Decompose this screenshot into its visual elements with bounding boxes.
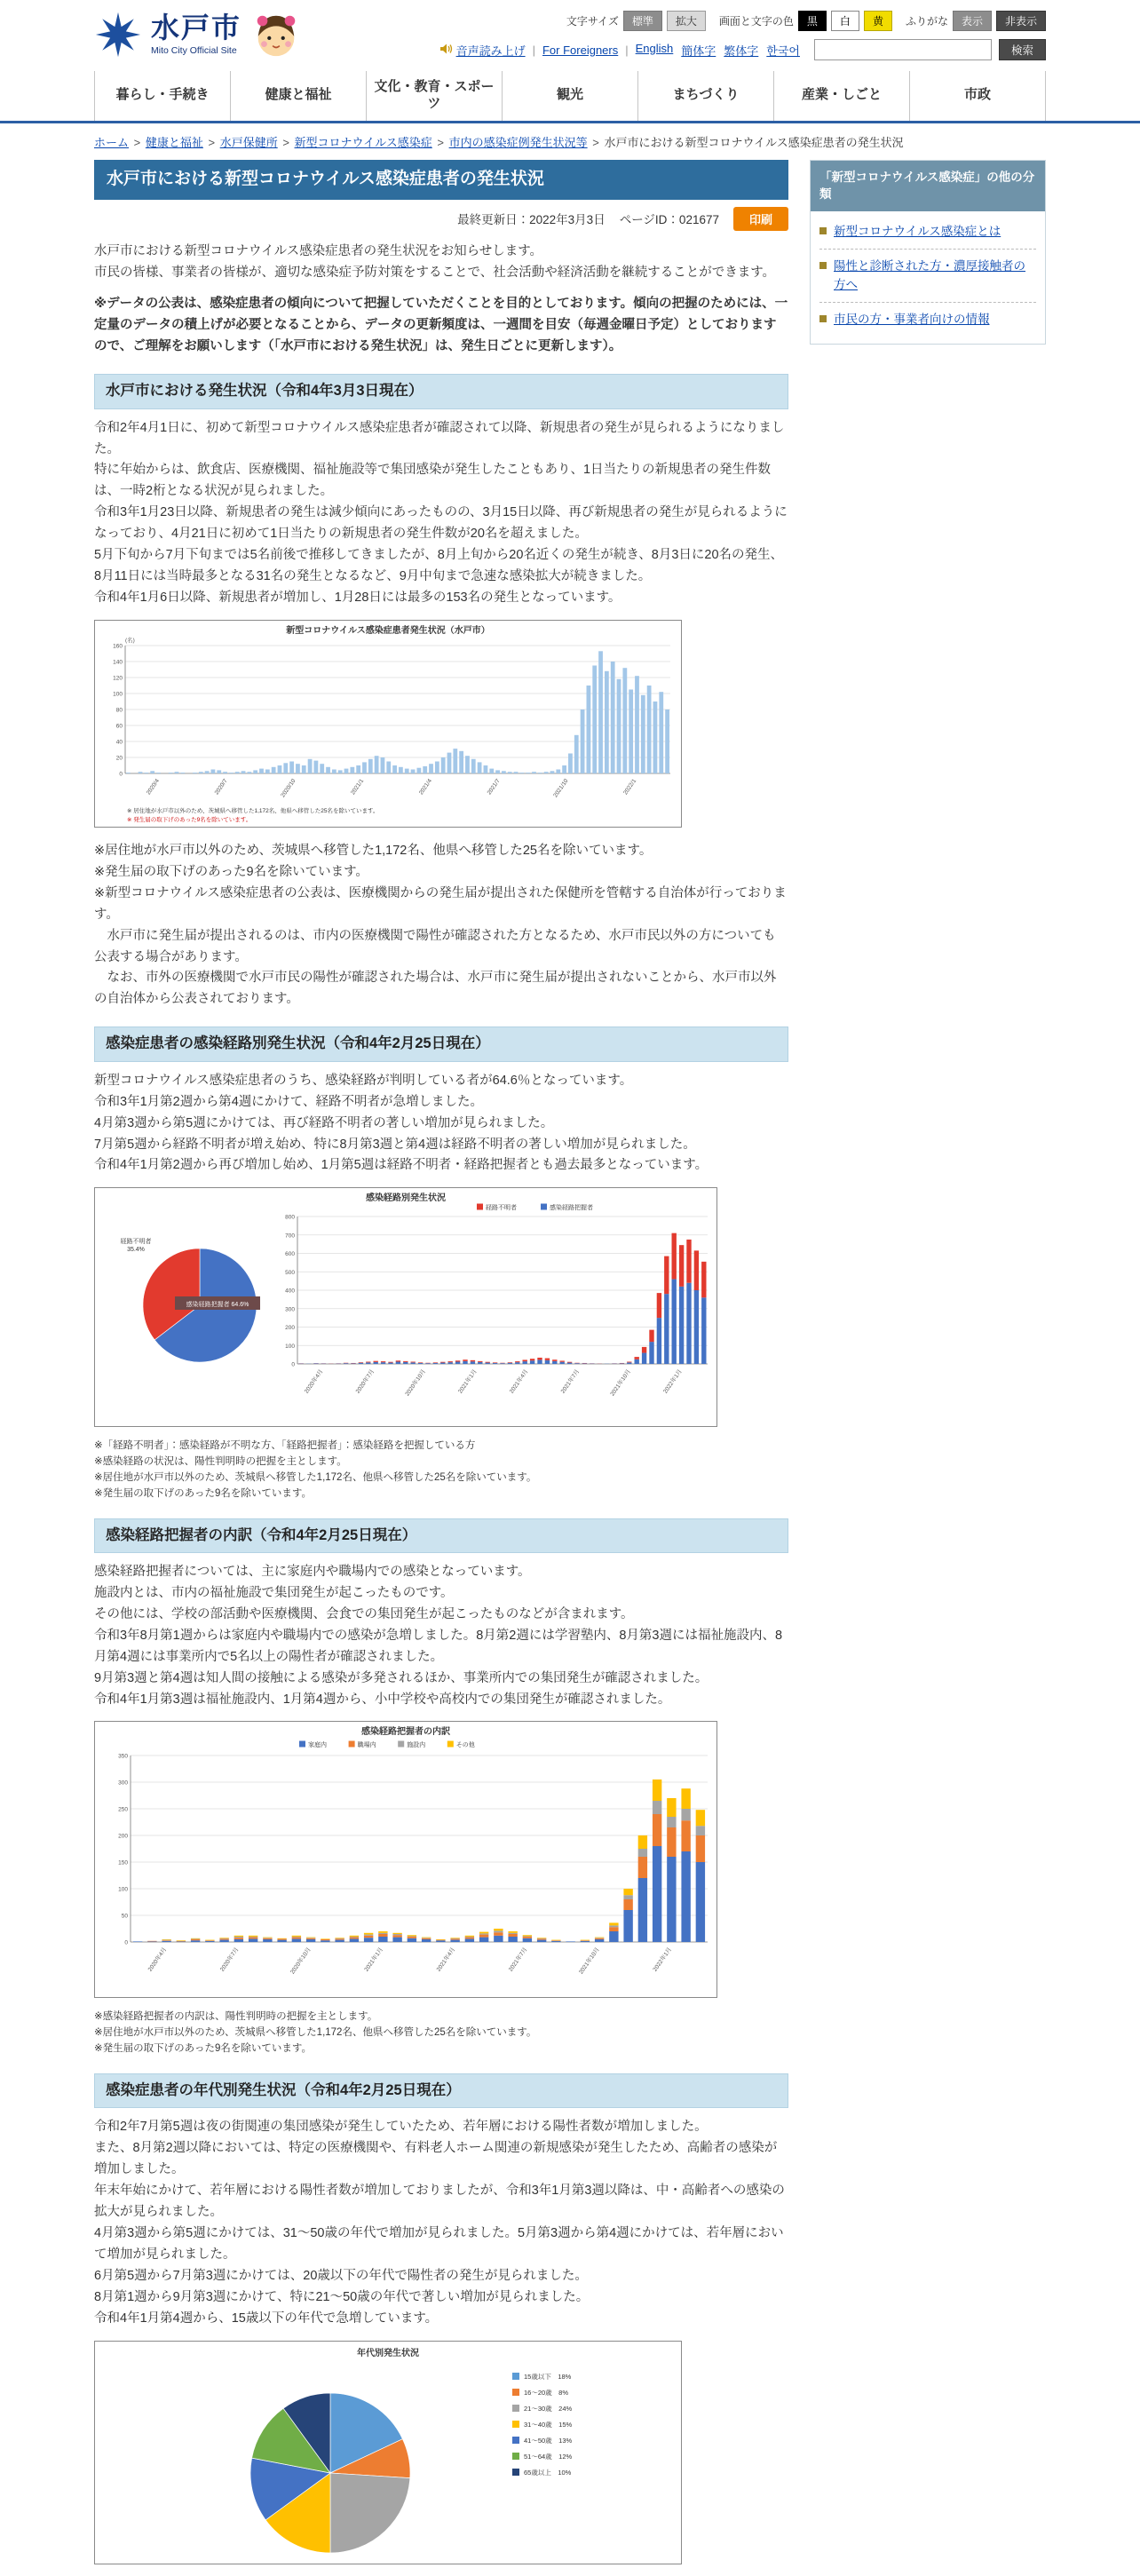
- svg-text:40: 40: [116, 739, 123, 745]
- note-line: ※感染経路の状況は、陽性判明時の把握を主とします。: [94, 1454, 788, 1470]
- svg-text:※ 発生届の取下げのあった9名を除いています。: ※ 発生届の取下げのあった9名を除いています。: [127, 815, 251, 823]
- svg-text:※ 居住地が水戸市以外のため、茨城県へ移管した1,172名、: ※ 居住地が水戸市以外のため、茨城県へ移管した1,172名、他県へ移管した25名を除いています。: [127, 806, 378, 814]
- svg-text:2022年1月: 2022年1月: [651, 1946, 673, 1973]
- svg-text:200: 200: [118, 1834, 128, 1840]
- paragraph: 5月下旬から7月下旬までは5名前後で推移してきましたが、8月上旬から20名近くの発生が続き、8月3日に20名の発生、8月11日には当時最多となる31名の発生となるなど、9月中旬まで急速な感染拡大が続きました。: [94, 545, 788, 588]
- svg-text:感染経路把握者 64.6%: 感染経路把握者 64.6%: [186, 1300, 249, 1308]
- breadcrumb-link[interactable]: ホーム: [94, 136, 129, 149]
- svg-text:500: 500: [285, 1270, 295, 1276]
- route-known-detail-chart: [94, 1721, 717, 1998]
- nav-item[interactable]: 産業・しごと: [773, 71, 909, 121]
- paragraph: 新型コロナウイルス感染症患者のうち、感染経路が判明している者が64.6％となっています。: [94, 1071, 788, 1092]
- svg-text:60: 60: [116, 723, 123, 729]
- sidebar: [810, 160, 1046, 345]
- svg-text:2021年1月: 2021年1月: [456, 1367, 479, 1395]
- svg-text:2020/7: 2020/7: [214, 778, 229, 797]
- svg-text:200: 200: [285, 1325, 295, 1331]
- svg-text:2021/10: 2021/10: [552, 778, 569, 799]
- font-size-label: 文字サイズ: [566, 13, 619, 28]
- svg-text:家庭内: 家庭内: [308, 1740, 327, 1748]
- note-line: ※居住地が水戸市以外のため、茨城県へ移管した1,172名、他県へ移管した25名を除いています。: [94, 2025, 788, 2041]
- section-heading-route: 感染症患者の感染経路別発生状況（令和4年2月25日現在）: [94, 1026, 788, 1061]
- paragraph: 市民の皆様、事業者の皆様が、適切な感染症予防対策をすることで、社会活動や経済活動を継続することができます。: [94, 263, 788, 284]
- nav-item[interactable]: 文化・教育・スポーツ: [366, 71, 502, 121]
- search-button[interactable]: 検索: [999, 39, 1046, 60]
- print-button[interactable]: 印刷: [733, 207, 788, 231]
- svg-text:300: 300: [285, 1307, 295, 1313]
- sidebar-link[interactable]: 市民の方・事業者向けの情報: [819, 303, 1036, 337]
- section-daily-paragraphs: [94, 418, 788, 609]
- nav-item[interactable]: 健康と福祉: [230, 71, 366, 121]
- language-link[interactable]: 한국어: [766, 42, 800, 59]
- section-route-detail: [94, 1518, 788, 2057]
- color-scheme-label: 画面と文字の色: [719, 13, 794, 28]
- note-line: ※発生届の取下げのあった9名を除いています。: [94, 1486, 788, 1502]
- svg-text:2021/1: 2021/1: [350, 778, 365, 797]
- paragraph: 6月第5週から7月第3週にかけては、20歳以下の年代で陽性者の発生が見られました。: [94, 2266, 788, 2287]
- global-nav-list: [94, 71, 1046, 121]
- section-route-detail-small-notes: [94, 2009, 788, 2057]
- main-content: [94, 160, 788, 2576]
- section-route-detail-paragraphs: [94, 1562, 788, 1710]
- svg-text:職場内: 職場内: [358, 1740, 376, 1748]
- svg-text:65歳以上 10%: 65歳以上 10%: [524, 2468, 572, 2477]
- svg-text:2020/10: 2020/10: [280, 778, 297, 799]
- section-daily-status: [94, 374, 788, 1011]
- paragraph: 4月第3週から第5週にかけては、再び経路不明者の著しい増加が見られました。: [94, 1114, 788, 1135]
- svg-text:2020年10月: 2020年10月: [288, 1946, 312, 1976]
- search-input[interactable]: [814, 39, 992, 60]
- sidebar-title: 「新型コロナウイルス感染症」の他の分類: [811, 161, 1045, 211]
- svg-text:年代別発生状況: 年代別発生状況: [357, 2347, 419, 2358]
- intro-paragraphs: [94, 242, 788, 284]
- language-link[interactable]: English: [636, 42, 674, 59]
- nav-item[interactable]: 暮らし・手続き: [94, 71, 230, 121]
- svg-text:250: 250: [118, 1807, 128, 1813]
- svg-text:2021年10月: 2021年10月: [608, 1367, 632, 1398]
- svg-text:31～40歳 15%: 31～40歳 15%: [524, 2420, 573, 2429]
- paragraph: 感染経路把握者については、主に家庭内や職場内での感染となっています。: [94, 1562, 788, 1583]
- section-heading-daily: 水戸市における発生状況（令和4年3月3日現在）: [94, 374, 788, 408]
- svg-text:600: 600: [285, 1251, 295, 1257]
- paragraph: 8月第1週から9月第3週にかけて、特に21～50歳の年代で著しい増加が見られました。: [94, 2287, 788, 2309]
- svg-text:2021/7: 2021/7: [487, 778, 502, 797]
- daily-cases-chart-svg: [95, 621, 681, 827]
- furigana-hide-button[interactable]: 非表示: [996, 11, 1046, 31]
- age-breakdown-chart-svg: [95, 2342, 681, 2564]
- breadcrumb-link[interactable]: 健康と福祉: [146, 136, 203, 149]
- svg-text:(名): (名): [125, 636, 135, 644]
- header-separator: |: [533, 44, 535, 57]
- svg-text:350: 350: [118, 1754, 128, 1760]
- svg-text:新型コロナウイルス感染症患者発生状況（水戸市）: 新型コロナウイルス感染症患者発生状況（水戸市）: [286, 624, 489, 636]
- svg-text:感染経路把握者の内訳: 感染経路把握者の内訳: [361, 1725, 450, 1737]
- paragraph: 9月第3週と第4週は知人間の接触による感染が多発されるほか、事業所内での集団発生が確認されました。: [94, 1668, 788, 1690]
- color-yellow-button[interactable]: 黄: [864, 11, 892, 31]
- breadcrumb-separator: >: [129, 136, 146, 149]
- paragraph: また、8月第2週以降においては、特定の医療機関や、有料老人ホーム関連の新規感染が発生したため、高齢者の感染が増加しました。: [94, 2138, 788, 2181]
- paragraph: 年末年始にかけて、若年層における陽性者数が増加しておりましたが、令和3年1月第3週以降は、中・高齢者への感染の拡大が見られました。: [94, 2181, 788, 2223]
- breadcrumb-link[interactable]: 水戸保健所: [220, 136, 278, 149]
- header-controls: [440, 9, 1046, 60]
- svg-text:感染経路別発生状況: 感染経路別発生状況: [366, 1192, 446, 1203]
- nav-item[interactable]: まちづくり: [637, 71, 773, 121]
- svg-text:140: 140: [113, 659, 123, 665]
- svg-text:2021年7月: 2021年7月: [506, 1946, 528, 1973]
- svg-text:経路不明者: 経路不明者: [121, 1237, 152, 1245]
- note-line: ※発生届の取下げのあった9名を除いています。: [94, 862, 788, 884]
- svg-text:50: 50: [122, 1914, 129, 1920]
- page-title: 水戸市における新型コロナウイルス感染症患者の発生状況: [94, 160, 788, 200]
- svg-text:100: 100: [118, 1887, 128, 1893]
- note-line: ※新型コロナウイルス感染症患者の公表は、医療機関からの発生届が提出された保健所を管轄する自治体が行っております。: [94, 884, 788, 926]
- svg-text:2020年4月: 2020年4月: [302, 1367, 324, 1395]
- paragraph: 施設内とは、市内の福祉施設で集団発生が起こったものです。: [94, 1583, 788, 1605]
- svg-text:2021年7月: 2021年7月: [558, 1367, 581, 1395]
- nav-item[interactable]: 観光: [502, 71, 637, 121]
- svg-text:800: 800: [285, 1215, 295, 1221]
- note-line: ※「経路不明者」：感染経路が不明な方、「経路把握者」：感染経路を把握している方: [94, 1439, 788, 1454]
- svg-text:2022/1: 2022/1: [622, 778, 637, 797]
- svg-text:21～30歳 24%: 21～30歳 24%: [524, 2404, 573, 2413]
- breadcrumb-current: 水戸市における新型コロナウイルス感染症患者の発生状況: [604, 136, 903, 149]
- route-known-detail-chart-svg: [95, 1722, 716, 1997]
- furigana-label: ふりがな: [906, 13, 948, 28]
- breadcrumb-separator: >: [432, 136, 449, 149]
- logo-city-name: 水戸市: [151, 13, 241, 44]
- svg-text:2020年4月: 2020年4月: [146, 1946, 168, 1973]
- svg-text:2022年1月: 2022年1月: [661, 1367, 684, 1395]
- section-heading-route-detail: 感染経路把握者の内訳（令和4年2月25日現在）: [94, 1518, 788, 1553]
- svg-text:2021年4月: 2021年4月: [507, 1367, 529, 1395]
- sidebar-link[interactable]: 陽性と診断された方・濃厚接触者の方へ: [819, 250, 1036, 303]
- section-route-status: [94, 1026, 788, 1502]
- paragraph: 令和3年8月第1週からは家庭内や職場内での感染が急増しました。8月第2週には学習塾内、8月第3週には福祉施設内、8月第4週には事業所内で5名以上の陽性者が確認されました。: [94, 1626, 788, 1668]
- daily-cases-chart: [94, 620, 682, 828]
- paragraph: 令和3年1月23日以降、新規患者の発生は減少傾向にあったものの、3月15日以降、再び新規患者の発生が見られるようになっており、4月21日に初めて1日当たりの新規患者の発生件数が20名を超えました。: [94, 503, 788, 545]
- data-policy-note: ※データの公表は、感染症患者の傾向について把握していただくことを目的としております。傾向の把握のためには、一定量のデータの積上げが必要となることから、データの更新頻度は、一週間を目安（毎週金曜日予定）としておりますので、ご理解をお願いします（「水戸市における発生状況」は、発生日ごとに更新します）。: [94, 294, 788, 358]
- note-line: ※発生届の取下げのあった9名を除いています。: [94, 2041, 788, 2057]
- svg-text:経路不明者: 経路不明者: [486, 1203, 517, 1211]
- language-link[interactable]: 簡体字: [681, 42, 716, 59]
- breadcrumb-separator: >: [588, 136, 605, 149]
- note-line: なお、市外の医療機関で水戸市民の陽性が確認された場合は、水戸市に発生届が提出されないことから、水戸市以外の自治体から公表されております。: [94, 968, 788, 1011]
- svg-text:300: 300: [118, 1780, 128, 1787]
- svg-text:120: 120: [113, 675, 123, 681]
- svg-text:16～20歳 8%: 16～20歳 8%: [524, 2388, 568, 2397]
- font-size-standard-button[interactable]: 標準: [623, 11, 662, 31]
- svg-text:2020年10月: 2020年10月: [403, 1367, 427, 1398]
- svg-text:400: 400: [285, 1288, 295, 1295]
- for-foreigners-link[interactable]: For Foreigners: [542, 44, 618, 57]
- header-separator: |: [625, 44, 628, 57]
- page-meta: [94, 207, 788, 231]
- language-link[interactable]: 繁体字: [724, 42, 758, 59]
- paragraph: 4月第3週から第5週にかけては、31～50歳の年代で増加が見られました。5月第3週から第4週にかけては、若年層において増加が見られました。: [94, 2223, 788, 2266]
- note-line: 水戸市に発生届が提出されるのは、市内の医療機関で陽性が確認された方となるため、水戸市民以外の方についても公表する場合があります。: [94, 926, 788, 969]
- section-age-paragraphs: [94, 2117, 788, 2329]
- site-header: [0, 0, 1140, 66]
- svg-text:35.4%: 35.4%: [127, 1247, 145, 1253]
- section-route-paragraphs: [94, 1071, 788, 1177]
- section-daily-notes: [94, 841, 788, 1011]
- page-id: ページID：021677: [620, 210, 719, 227]
- sidebar-links: [811, 211, 1045, 344]
- svg-text:41～50歳 13%: 41～50歳 13%: [524, 2436, 573, 2445]
- age-breakdown-chart: [94, 2341, 682, 2564]
- svg-text:2020/4: 2020/4: [146, 778, 161, 797]
- speaker-icon: [440, 44, 453, 57]
- svg-text:150: 150: [118, 1860, 128, 1867]
- svg-text:2020年7月: 2020年7月: [353, 1367, 376, 1395]
- paragraph: 特に年始からは、飲食店、医療機関、福祉施設等で集団感染が発生したこともあり、1日当たりの新規患者の発生件数は、一時2桁となる状況が見られました。: [94, 460, 788, 503]
- svg-text:施設内: 施設内: [407, 1740, 425, 1748]
- breadcrumb-separator: >: [278, 136, 295, 149]
- svg-text:感染経路把握者: 感染経路把握者: [550, 1203, 593, 1211]
- language-links: [636, 42, 800, 59]
- svg-text:その他: その他: [456, 1740, 475, 1748]
- audio-readout-label: 音声読み上げ: [456, 42, 526, 59]
- svg-text:2021/4: 2021/4: [418, 778, 433, 797]
- svg-text:80: 80: [116, 707, 123, 713]
- color-black-button[interactable]: 黒: [798, 11, 827, 31]
- svg-text:2021年10月: 2021年10月: [576, 1946, 600, 1976]
- paragraph: 令和4年1月第2週から再び増加し始め、1月第5週は経路不明者・経路把握者とも過去最多となっています。: [94, 1155, 788, 1177]
- paragraph: 令和4年1月第4週から、15歳以下の年代で急増しています。: [94, 2309, 788, 2330]
- logo-subtitle: Mito City Official Site: [151, 46, 241, 56]
- svg-text:700: 700: [285, 1233, 295, 1240]
- breadcrumb-link[interactable]: 市内の感染症例発生状況等: [449, 136, 588, 149]
- svg-text:51～64歳 12%: 51～64歳 12%: [524, 2452, 573, 2461]
- audio-readout-link[interactable]: [440, 42, 526, 59]
- svg-text:20: 20: [116, 755, 123, 761]
- paragraph: 令和3年1月第2週から第4週にかけて、経路不明者が急増しました。: [94, 1092, 788, 1114]
- paragraph: 令和2年4月1日に、初めて新型コロナウイルス感染症患者が確認されて以降、新規患者の発生が見られるようになりました。: [94, 418, 788, 461]
- paragraph: 令和4年1月第3週は福祉施設内、1月第4週から、小中学校や高校内での集団発生が確認されました。: [94, 1690, 788, 1711]
- svg-text:100: 100: [285, 1343, 295, 1350]
- breadcrumb: [94, 132, 1046, 153]
- paragraph: 令和2年7月第5週は夜の街関連の集団感染が発生していたため、若年層における陽性者数が増加しました。: [94, 2117, 788, 2138]
- sidebar-link[interactable]: 新型コロナウイルス感染症とは: [819, 215, 1036, 250]
- mascot-mitochan-image: [250, 9, 302, 60]
- svg-text:2020年7月: 2020年7月: [218, 1946, 240, 1973]
- svg-text:15歳以下 18%: 15歳以下 18%: [524, 2372, 572, 2381]
- last-updated: 最終更新日：2022年3月3日: [457, 210, 606, 227]
- svg-text:2021年4月: 2021年4月: [434, 1946, 456, 1973]
- svg-text:0: 0: [291, 1362, 295, 1368]
- paragraph: 水戸市における新型コロナウイルス感染症患者の発生状況をお知らせします。: [94, 242, 788, 263]
- breadcrumb-separator: >: [203, 136, 220, 149]
- note-line: ※感染経路把握者の内訳は、陽性判明時の把握を主とします。: [94, 2009, 788, 2025]
- svg-text:0: 0: [119, 771, 123, 777]
- svg-text:100: 100: [113, 691, 123, 697]
- section-route-small-notes: [94, 1439, 788, 1502]
- note-line: ※居住地が水戸市以外のため、茨城県へ移管した1,172名、他県へ移管した25名を除いています。: [94, 1470, 788, 1486]
- route-breakdown-chart: [94, 1187, 717, 1427]
- svg-text:160: 160: [113, 643, 123, 649]
- mito-city-emblem-icon: [94, 11, 142, 59]
- nav-item[interactable]: 市政: [909, 71, 1046, 121]
- paragraph: その他には、学校の部活動や医療機関、会食での集団発生が起こったものなどが含まれます。: [94, 1605, 788, 1626]
- font-size-large-button[interactable]: 拡大: [667, 11, 706, 31]
- furigana-show-button[interactable]: 表示: [953, 11, 992, 31]
- breadcrumb-link[interactable]: 新型コロナウイルス感染症: [295, 136, 432, 149]
- svg-text:2021年1月: 2021年1月: [362, 1946, 384, 1973]
- global-nav: [0, 71, 1140, 123]
- section-heading-age: 感染症患者の年代別発生状況（令和4年2月25日現在）: [94, 2073, 788, 2108]
- svg-text:0: 0: [124, 1940, 128, 1946]
- note-line: ※居住地が水戸市以外のため、茨城県へ移管した1,172名、他県へ移管した25名を除いています。: [94, 841, 788, 862]
- paragraph: 7月第5週から経路不明者が増え始め、特に8月第3週と第4週は経路不明者の著しい増加が見られました。: [94, 1135, 788, 1156]
- route-breakdown-chart-svg: [95, 1188, 716, 1426]
- site-logo[interactable]: [94, 9, 302, 60]
- paragraph: 令和4年1月6日以降、新規患者が増加し、1月28日には最多の153名の発生となっています。: [94, 588, 788, 609]
- section-age-status: [94, 2073, 788, 2576]
- color-white-button[interactable]: 白: [831, 11, 859, 31]
